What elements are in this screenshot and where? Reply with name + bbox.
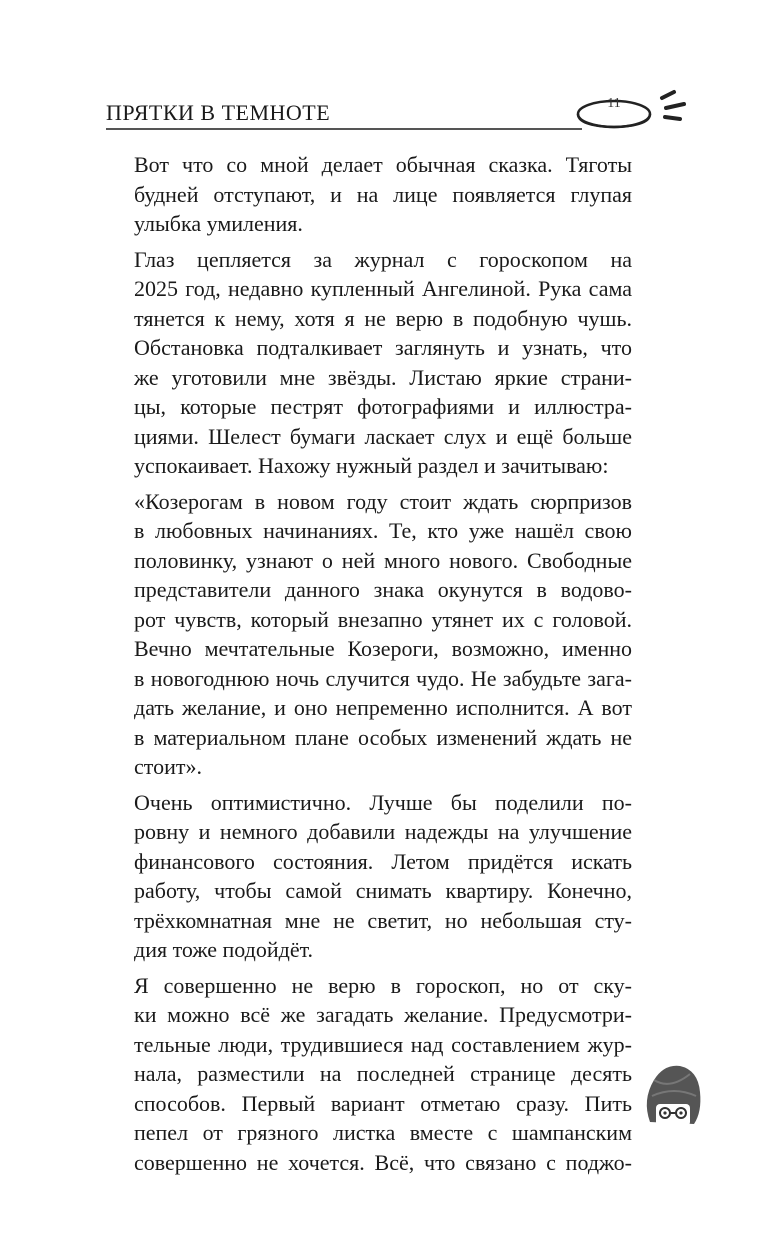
text-line: дия тоже подойдёт. [134, 937, 314, 962]
text-line: способов. Первый вариант отметаю сразу. Пить [134, 1090, 632, 1116]
text-line: в материальном плане особых изменений ждать не [134, 724, 632, 750]
header-rule [106, 128, 582, 130]
text-line: пепел от грязного листка вместе с шампанским [134, 1120, 632, 1145]
text-line: ки можно всё же загадать желание. Предусмотри- [134, 1002, 632, 1027]
text-line: Я совершенно не верю в гороскоп, но от ску- [134, 972, 632, 998]
paragraph [106, 150, 632, 239]
paragraph [106, 788, 632, 965]
text-line: же уготовили мне звёзды. Листаю яркие страни- [134, 364, 632, 390]
text-line: совершенно не хочется. Всё, что связано с поджо- [134, 1149, 632, 1175]
text-line: Обстановка подталкивает заглянуть и узнать, что [134, 335, 632, 360]
text-line: в новогоднюю ночь случится чудо. Не забудьте зага- [134, 665, 632, 691]
girl-character-icon [640, 1060, 704, 1130]
text-line: Вечно мечтательные Козероги, возможно, именно [134, 636, 632, 661]
text-line: половинку, узнают о ней много нового. Свободные [134, 547, 632, 573]
text-line: Глаз цепляется за журнал с гороскопом на [134, 246, 632, 272]
text-line: тельные люди, трудившиеся над составлением жур- [134, 1031, 632, 1057]
text-line: 2025 год, недавно купленный Ангелиной. Рука сама [134, 276, 632, 301]
text-line: цы, которые пестрят фотографиями и иллюстра- [134, 394, 632, 419]
text-line: представители данного знака окунутся в водово- [134, 577, 632, 602]
body-text [106, 150, 632, 1177]
text-line: трёхкомнатная мне не светит, но небольшая сту- [134, 907, 632, 933]
paragraph [106, 971, 632, 1178]
text-line: улыбка умиления. [134, 211, 303, 236]
text-line: «Козерогам в новом году стоит ждать сюрпризов [134, 488, 632, 514]
text-line: успокаивает. Нахожу нужный раздел и зачитываю: [134, 453, 609, 478]
text-line: стоит». [134, 754, 202, 779]
text-line: в любовных начинаниях. Те, кто уже нашёл свою [134, 518, 632, 543]
text-line: рот чувств, который внезапно утянет их с головой. [134, 606, 632, 632]
paragraph [106, 487, 632, 782]
text-line: тянется к нему, хотя я не верю в подобную чушь. [134, 305, 632, 331]
text-line: дать желание, и оно непременно исполнится. А вот [134, 695, 632, 720]
text-line: Очень оптимистично. Лучше бы поделили по- [134, 789, 632, 815]
page-number-badge-icon [570, 86, 700, 136]
text-line: нала, разместили на последней странице десять [134, 1061, 632, 1086]
text-line: Вот что со мной делает обычная сказка. Тяготы [134, 152, 632, 177]
text-line: финансового состояния. Летом придётся искать [134, 848, 632, 874]
page-number: 11 [607, 96, 621, 111]
text-line: циями. Шелест бумаги ласкает слух и ещё больше [134, 423, 632, 449]
text-line: работу, чтобы самой снимать квартиру. Конечно, [134, 878, 632, 903]
paragraph [106, 245, 632, 481]
text-line: будней отступают, и на лице появляется глупая [134, 181, 632, 207]
text-line: ровну и немного добавили надежды на улучшение [134, 819, 632, 844]
running-header-title: ПРЯТКИ В ТЕМНОТЕ [106, 100, 331, 125]
